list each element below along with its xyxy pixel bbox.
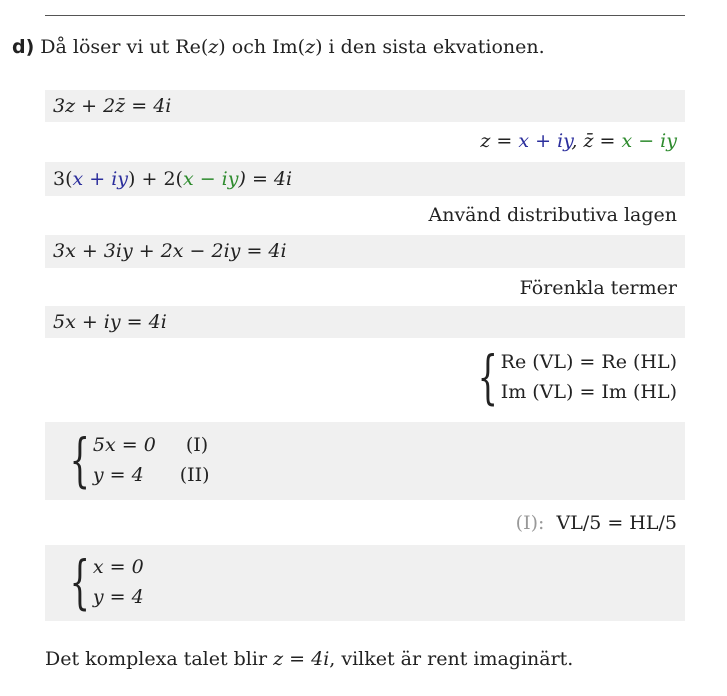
sys2-eq2: y = 4	[92, 586, 144, 608]
sys1-eq2: y = 4	[92, 464, 144, 486]
note1-zbar-eq: , z̄ =	[571, 130, 622, 152]
sys1-tag2: (II)	[179, 464, 210, 486]
sys1-eq1: 5x = 0	[92, 434, 156, 456]
equation-1: 3z + 2z̄ = 4i	[53, 95, 172, 117]
outro-before: Det komplexa talet blir	[45, 648, 274, 670]
eq2-pre: 3(	[53, 168, 73, 190]
intro-re: Re	[175, 36, 201, 58]
intro-z2: z	[305, 36, 316, 58]
outro-math: z = 4i	[273, 648, 330, 670]
conclusion-line	[45, 648, 573, 670]
note5-op: VL/5 = HL/5	[556, 512, 677, 534]
note5-ref: (I):	[515, 512, 545, 534]
intro-text-before: Då löser vi ut	[40, 36, 176, 58]
note1-x-iy: x + iy	[518, 130, 572, 152]
sys1-tag1: (I)	[185, 434, 209, 456]
outro-after: , vilket är rent imaginärt.	[329, 648, 574, 670]
note-distributive: Använd distributiva lagen	[428, 204, 677, 226]
note1-z-eq: z =	[480, 130, 519, 152]
equation-row-4	[45, 306, 685, 338]
sys2-eq1: x = 0	[92, 556, 144, 578]
equation-row-1	[45, 90, 685, 122]
system-row-2	[45, 545, 685, 621]
re-im-system	[461, 343, 677, 411]
eq2-post: ) = 4i	[238, 168, 293, 190]
brace-icon: {	[69, 548, 90, 616]
note-divide	[45, 508, 677, 538]
intro-och: och	[225, 36, 273, 58]
equation-row-3	[45, 235, 685, 268]
note-simplify: Förenkla termer	[519, 277, 677, 299]
note1-x-miy: x − iy	[621, 130, 677, 152]
part-label: d)	[12, 36, 35, 58]
equation-row-2	[45, 162, 685, 196]
intro-z1: z	[208, 36, 219, 58]
equation-system-2	[53, 548, 144, 616]
eq2-blue: x + iy	[72, 168, 129, 190]
brace-icon: {	[477, 343, 498, 411]
intro-line: d) Då löser vi ut Re(z) och Im(z) i den sista ekvationen.	[12, 36, 545, 58]
re-condition: Re (VL) = Re (HL)	[500, 351, 677, 373]
eq2-mid: ) + 2(	[128, 168, 183, 190]
intro-im: Im	[272, 36, 298, 58]
intro-text-after: i den sista ekvationen.	[322, 36, 545, 58]
brace-icon: {	[69, 426, 90, 494]
equation-system-1	[53, 426, 210, 494]
top-rule	[45, 15, 685, 16]
equation-4: 5x + iy = 4i	[53, 311, 167, 333]
eq2-green: x − iy	[182, 168, 239, 190]
note-re-im-system	[45, 343, 677, 411]
im-condition: Im (VL) = Im (HL)	[500, 381, 677, 403]
note-substitution	[45, 127, 677, 155]
equation-3: 3x + 3iy + 2x − 2iy = 4i	[53, 240, 287, 262]
system-row-1	[45, 422, 685, 500]
